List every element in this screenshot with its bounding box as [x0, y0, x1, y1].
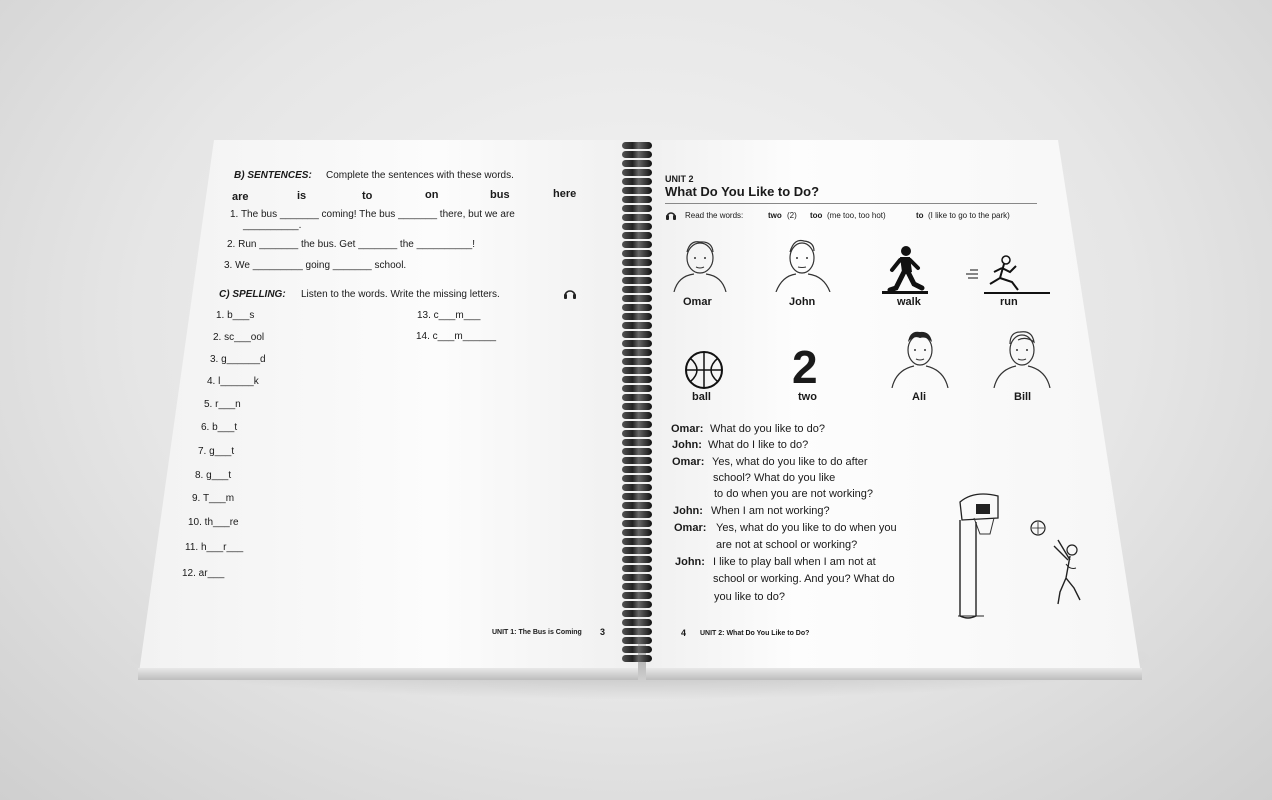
read-word: to [916, 211, 924, 220]
spiral-coil [622, 592, 652, 599]
spiral-coil [622, 385, 652, 392]
spiral-coil [622, 313, 652, 320]
spelling-item: 14. c___m______ [416, 331, 497, 342]
spiral-coil [622, 394, 652, 401]
read-note: (me too, too hot) [827, 211, 886, 220]
spiral-coil [622, 205, 652, 212]
dialogue-line: Yes, what do you like to do after [712, 456, 868, 468]
spiral-coil [622, 268, 652, 275]
spelling-heading: C) SPELLING: [219, 289, 286, 300]
picture-label: Omar [683, 296, 712, 308]
spiral-coil [622, 619, 652, 626]
dialogue-speaker: Omar: [674, 522, 707, 534]
title-divider [665, 203, 1037, 204]
dialogue-line: school or working. And you? What do [713, 573, 895, 585]
spiral-coil [622, 547, 652, 554]
headphones-icon [563, 289, 577, 299]
dialogue-line: Yes, what do you like to do when you [716, 522, 897, 534]
spiral-coil [622, 655, 652, 662]
spiral-coil [622, 295, 652, 302]
spelling-item: 5. r___n [204, 399, 241, 410]
spiral-coil [622, 565, 652, 572]
spiral-coil [622, 511, 652, 518]
spiral-coil [622, 304, 652, 311]
running-figure-icon [964, 254, 1052, 296]
sentence-item: 2. Run _______ the bus. Get _______ the __________! [227, 239, 475, 250]
spiral-coil [622, 178, 652, 185]
right-footer-title: UNIT 2: What Do You Like to Do? [700, 630, 810, 637]
spelling-item: 3. g______d [210, 354, 266, 365]
word-bank-word: bus [490, 189, 510, 201]
spiral-coil [622, 637, 652, 644]
spiral-coil [622, 610, 652, 617]
picture-label: walk [897, 296, 921, 308]
spiral-coil [622, 430, 652, 437]
picture-label: ball [692, 391, 711, 403]
spiral-coil [622, 160, 652, 167]
spiral-coil [622, 250, 652, 257]
spiral-coil [622, 232, 652, 239]
spiral-coil [622, 457, 652, 464]
sentence-item: __________. [243, 220, 302, 231]
spiral-coil [622, 574, 652, 581]
spiral-coil [622, 646, 652, 653]
spiral-binding [622, 142, 652, 662]
picture-label: Bill [1014, 391, 1032, 403]
spelling-item: 13. c___m___ [417, 310, 481, 321]
spelling-item: 2. sc___ool [213, 332, 265, 343]
spiral-coil [622, 502, 652, 509]
read-word: two [768, 211, 782, 220]
spiral-coil [622, 421, 652, 428]
right-page-edge [646, 668, 1142, 680]
spelling-instruction: Listen to the words. Write the missing letters. [301, 289, 500, 300]
read-label: Read the words: [685, 211, 744, 220]
bill-portrait [990, 328, 1054, 388]
spiral-coil [622, 475, 652, 482]
spiral-coil [622, 403, 652, 410]
spiral-coil [622, 439, 652, 446]
spiral-coil [622, 358, 652, 365]
headphones-icon [665, 211, 677, 220]
spelling-item: 6. b___t [201, 422, 238, 433]
picture-label: Ali [912, 391, 927, 403]
spiral-coil [622, 214, 652, 221]
word-bank-word: to [362, 190, 373, 202]
word-bank-word: on [425, 189, 439, 201]
spiral-coil [622, 349, 652, 356]
spiral-coil [622, 484, 652, 491]
read-note: (2) [787, 211, 797, 220]
spiral-coil [622, 412, 652, 419]
right-page-number: 4 [681, 628, 687, 638]
dialogue-speaker: John: [675, 556, 705, 568]
left-page-edge [138, 668, 638, 680]
spelling-item: 9. T___m [192, 493, 235, 504]
spiral-coil [622, 529, 652, 536]
spiral-coil [622, 583, 652, 590]
spelling-item: 1. b___s [216, 310, 255, 321]
spiral-coil [622, 277, 652, 284]
spelling-item: 12. ar___ [182, 568, 225, 579]
sentences-instruction: Complete the sentences with these words. [326, 170, 514, 181]
spiral-coil [622, 520, 652, 527]
dialogue-line: school? What do you like [713, 472, 836, 484]
spiral-coil [622, 448, 652, 455]
spiral-coil [622, 196, 652, 203]
spelling-item: 10. th___re [188, 517, 239, 528]
word-bank-word: here [553, 188, 577, 200]
dialogue-speaker: Omar: [672, 456, 705, 468]
ali-portrait [888, 328, 952, 388]
spiral-coil [622, 493, 652, 500]
spiral-coil [622, 259, 652, 266]
spiral-coil [622, 187, 652, 194]
walking-figure-icon [880, 244, 930, 294]
dialogue-line: I like to play ball when I am not at [713, 556, 876, 568]
spiral-coil [622, 151, 652, 158]
spelling-item: 8. g___t [195, 470, 232, 481]
sentence-item: 1. The bus _______ coming! The bus _______ there, but we are [230, 209, 515, 220]
spiral-coil [622, 556, 652, 563]
john-portrait [770, 236, 834, 292]
spiral-coil [622, 331, 652, 338]
number-two-graphic: 2 [792, 341, 818, 393]
word-bank-word: are [232, 191, 249, 203]
word-bank-word: is [297, 190, 307, 202]
spiral-coil [622, 367, 652, 374]
picture-label: run [1000, 296, 1018, 308]
sentences-heading: B) SENTENCES: [234, 170, 312, 181]
dialogue-line: you like to do? [714, 591, 785, 603]
basketball-hoop-illustration [954, 488, 1104, 622]
dialogue-line: What do I like to do? [708, 439, 809, 451]
dialogue-speaker: John: [672, 439, 702, 451]
spiral-coil [622, 142, 652, 149]
spiral-coil [622, 223, 652, 230]
dialogue-line: to do when you are not working? [714, 488, 873, 500]
left-footer-title: UNIT 1: The Bus is Coming [492, 629, 582, 636]
read-note: (I like to go to the park) [928, 211, 1010, 220]
picture-label: John [789, 296, 816, 308]
spiral-coil [622, 340, 652, 347]
page-title: What Do You Like to Do? [665, 184, 820, 199]
left-page [138, 140, 638, 680]
ball-icon [680, 350, 728, 390]
unit-label: UNIT 2 [665, 174, 694, 184]
spiral-coil [622, 169, 652, 176]
spiral-coil [622, 286, 652, 293]
spelling-item: 11. h___r___ [185, 542, 244, 553]
spiral-coil [622, 538, 652, 545]
read-word: too [810, 211, 823, 220]
dialogue-line: What do you like to do? [710, 423, 825, 435]
left-page-number: 3 [600, 627, 606, 637]
dialogue-line: When I am not working? [711, 505, 830, 517]
dialogue-speaker: Omar: [671, 423, 704, 435]
spiral-coil [622, 376, 652, 383]
omar-portrait [668, 236, 732, 292]
spelling-item: 4. l______k [207, 376, 259, 387]
sentence-item: 3. We _________ going _______ school. [224, 260, 407, 271]
spiral-coil [622, 628, 652, 635]
spiral-coil [622, 466, 652, 473]
dialogue-line: are not at school or working? [716, 539, 858, 551]
spelling-item: 7. g___t [198, 446, 235, 457]
spiral-coil [622, 241, 652, 248]
spiral-coil [622, 322, 652, 329]
spiral-coil [622, 601, 652, 608]
dialogue-speaker: John: [673, 505, 703, 517]
picture-label: two [798, 391, 817, 403]
